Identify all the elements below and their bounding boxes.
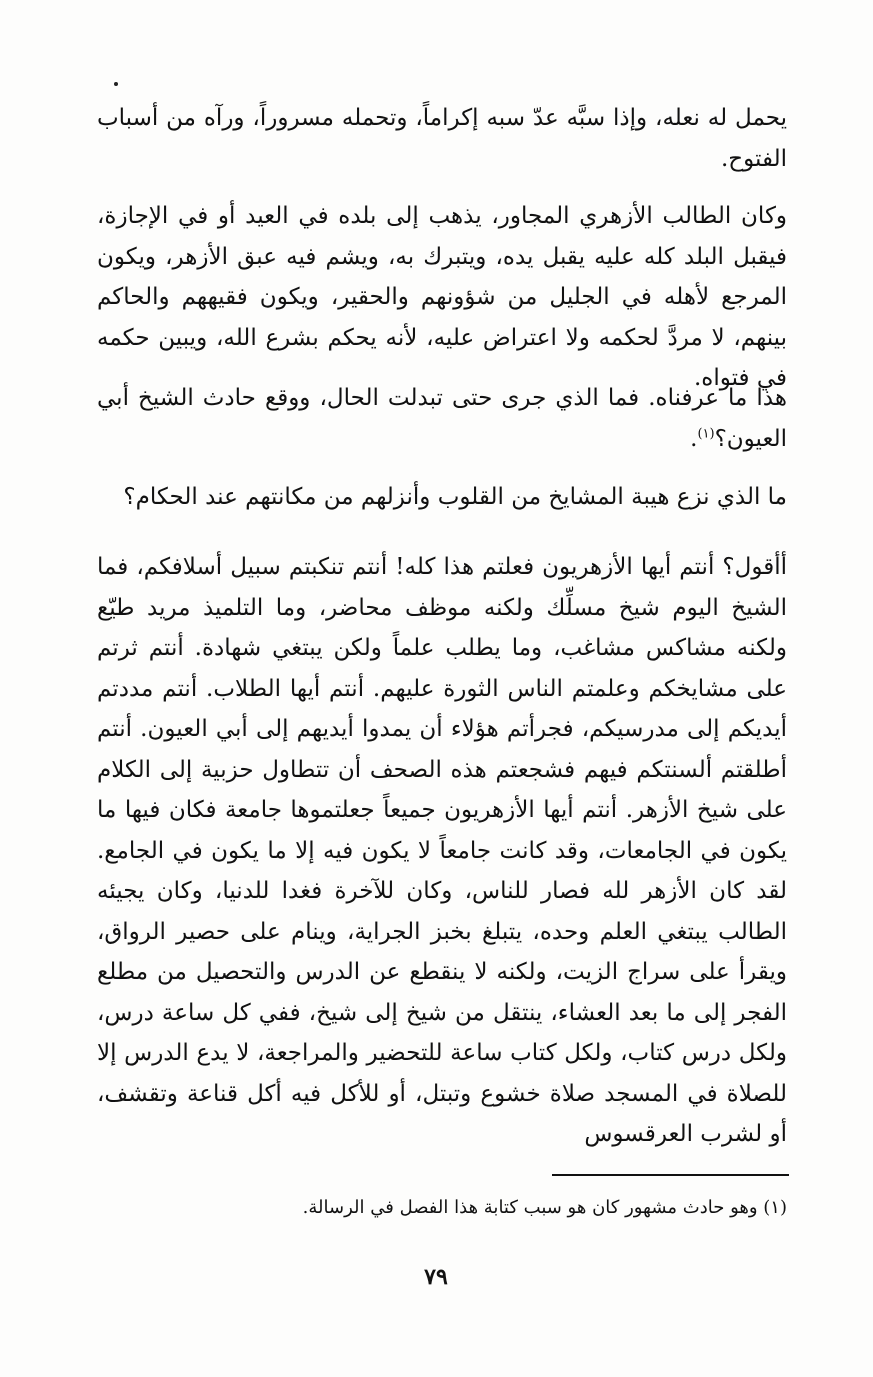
- paragraph-3-text: هذا ما عرفناه. فما الذي جرى حتى تبدلت الحال، ووقع حادث الشيخ أبي العيون؟: [97, 385, 787, 452]
- paragraph-1: يحمل له نعله، وإذا سبَّه عدّ سبه إكراماً، وتحمله مسروراً، ورآه من أسباب الفتوح.: [97, 105, 787, 172]
- footnote-divider: [552, 1174, 789, 1176]
- ink-dot: [114, 82, 118, 86]
- paragraph-4: ما الذي نزع هيبة المشايخ من القلوب وأنزلهم من مكانتهم عند الحكام؟: [123, 484, 787, 510]
- footnote-text: (١) وهو حادث مشهور كان هو سبب كتابة هذا الفصل في الرسالة.: [302, 1197, 787, 1218]
- page-number: ٧٩: [424, 1264, 448, 1290]
- paragraph-2: وكان الطالب الأزهري المجاور، يذهب إلى بلده في العيد أو في الإجازة، فيقبل البلد كله عليه يقبل يده، ويتبرك به، ويشم فيه عبق الأزهر، ويكون المرجع لأهله في الجليل من شؤونهم والحقير، ويكون فقيههم والحاكم بينهم، لا مردَّ لحكمه ولا اعتراض عليه، لأنه يحكم بشرع الله، ويبين حكمه في فتواه.: [97, 203, 787, 391]
- paragraph-5: أأقول؟ أنتم أيها الأزهريون فعلتم هذا كله! أنتم تنكبتم سبيل أسلافكم، فما الشيخ اليوم شيخ مسلِّك ولكنه موظف محاضر، وما التلميذ مريد طيّع ولكنه مشاكس مشاغب، وما يطلب علماً ولكن يبتغي شهادة. أنتم ثرتم على مشايخكم وعلمتم الناس الثورة عليهم. أنتم أيها الطلاب. أنتم مددتم أيديكم إلى مدرسيكم، فجرأتم هؤلاء أن يمدوا أيديهم إلى أبي العيون. أنتم أطلقتم ألسنتكم فيهم فشجعتم هذه الصحف أن تتطاول حزبية إلى الكلام على شيخ الأزهر. أنتم أيها الأزهريون جميعاً جعلتموها جامعة فكان فيها ما يكون في الجامعات، وقد كانت جامعاً لا يكون فيه إلا ما يكون في الجامع. لقد كان الأزهر لله فصار للناس، وكان للآخرة فغدا للدنيا، وكان يجيئه الطالب يبتغي العلم وحده، يتبلغ بخبز الجراية، وينام على حصير الرواق، ويقرأ على سراج الزيت، ولكنه لا ينقطع عن الدرس والتحصيل من مطلع الفجر إلى ما بعد العشاء، ينتقل من شيخ إلى شيخ، ففي كل ساعة درس، ولكل درس كتاب، ولكل كتاب ساعة للتحضير والمراجعة، لا يدع الدرس إلا للصلاة في المسجد صلاة خشوع وتبتل، أو للأكل فيه أكل قناعة وتقشف، أو لشرب العرقسوس: [97, 554, 787, 1147]
- footnote-reference[interactable]: (١): [697, 425, 715, 441]
- paragraph-3-end: .: [690, 425, 698, 452]
- paragraph-3: [97, 378, 787, 459]
